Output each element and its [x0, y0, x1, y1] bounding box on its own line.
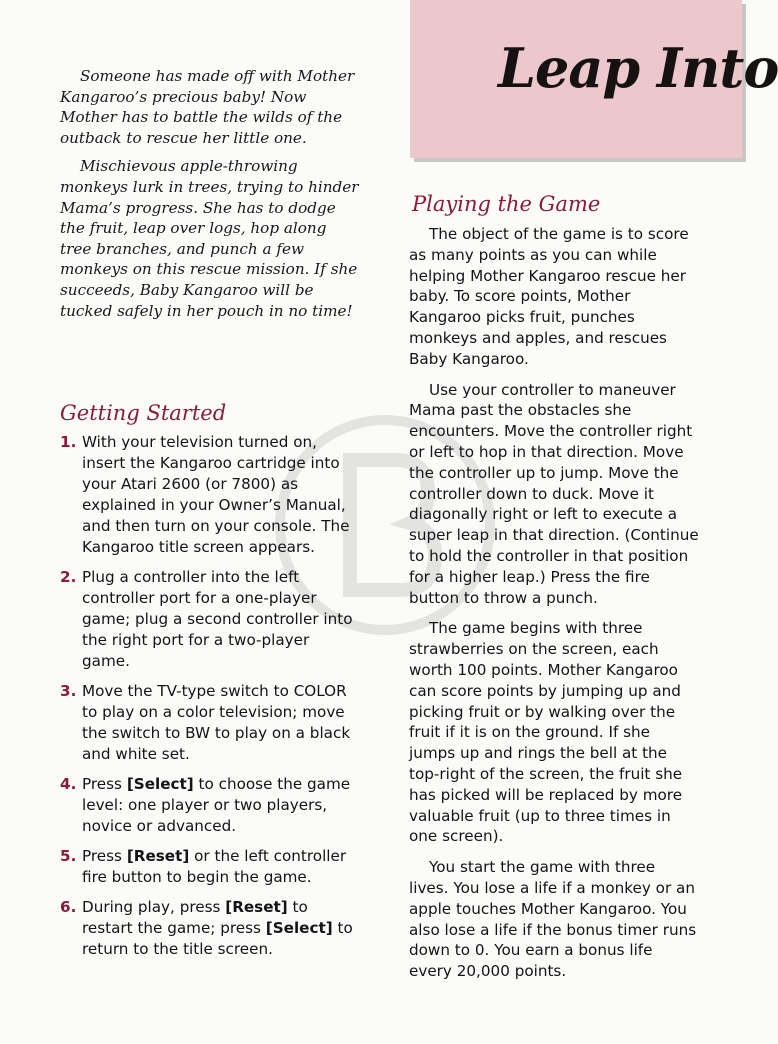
playing-paragraph: Use your controller to maneuver Mama past the obstacles she encounters. Move the controller right or left to hop in that direction. Move the controller up to jump. Move the controller down to duck. Move it diagonally right or left to execute a super leap in that direction. (Continue to hold the controller in that position for a higher leap.) Press the fire button to throw a punch. [409, 380, 699, 607]
step-text: Move the TV-type switch to COLOR to play on a color television; move the switch to BW to play on a black and white set. [82, 682, 351, 763]
reset-key-label: [Reset] [126, 847, 190, 865]
step-number: 1. [60, 433, 77, 451]
step-text: Plug a controller into the left controller port for a one-player game; plug a second controller into the right port for a two-player game. [82, 568, 353, 670]
step-text: Press [82, 775, 127, 793]
step-item [60, 432, 360, 558]
playing-paragraph: You start the game with three lives. You lose a life if a monkey or an apple touches Mother Kangaroo. You also lose a life if the bonus timer runs down to 0. You earn a bonus life every 20,000 points. [409, 858, 697, 981]
page-title: Leap Into [498, 36, 778, 100]
playing-text [409, 224, 699, 992]
intro-paragraph: Mischievous apple-throwing monkeys lurk in trees, trying to hinder Mama’s progress. She has to dodge the fruit, leap over logs, hop along tree branches, and punch a few monkeys on this rescue mission. If she succeeds, Baby Kangaroo will be tucked safely in her pouch in no time! [60, 157, 359, 320]
step-text: to return to the title screen. [82, 919, 353, 958]
step-text: to restart the game; press [82, 898, 308, 937]
step-item [60, 567, 360, 672]
playing-paragraph: The game begins with three strawberries on the screen, each worth 100 points. Mother Kangaroo can score points by jumping up and picking fruit or by walking over the fruit if it is on the ground. If she jumps up and rings the bell at the top-right of the screen, the fruit she has picked will be replaced by more valuable fruit (up to three times in one screen). [409, 619, 683, 846]
step-item [60, 897, 360, 960]
step-text: With your television turned on, insert the Kangaroo cartridge into your Atari 2600 (or 7800) as explained in your Owner’s Manual, and then turn on your console. The Kangaroo title screen appears. [82, 433, 350, 556]
step-item [60, 846, 360, 888]
step-number: 5. [60, 847, 77, 865]
step-text: or the left controller fire button to begin the game. [82, 847, 347, 886]
intro-paragraph: Someone has made off with Mother Kangaroo’s precious baby! Now Mother has to battle the wilds of the outback to rescue her little one. [60, 67, 355, 147]
step-number: 6. [60, 898, 77, 916]
step-number: 2. [60, 568, 77, 586]
step-text: Press [82, 847, 127, 865]
step-text: During play, press [82, 898, 226, 916]
getting-started-heading: Getting Started [60, 401, 227, 425]
playing-heading: Playing the Game [412, 192, 601, 216]
step-number: 3. [60, 682, 77, 700]
reset-key-label: [Reset] [225, 898, 288, 916]
select-key-label: [Select] [265, 919, 333, 937]
playing-paragraph: The object of the game is to score as many points as you can while helping Mother Kangaroo rescue her baby. To score points, Mother Kangaroo picks fruit, punches monkeys and apples, and rescues Baby Kangaroo. [409, 225, 689, 368]
step-item [60, 681, 360, 765]
setup-steps [60, 432, 360, 969]
intro-text [60, 66, 360, 329]
step-item [60, 774, 360, 837]
step-text: to choose the game level: one player or two players, novice or advanced. [82, 775, 351, 835]
select-key-label: [Select] [126, 775, 194, 793]
step-number: 4. [60, 775, 77, 793]
